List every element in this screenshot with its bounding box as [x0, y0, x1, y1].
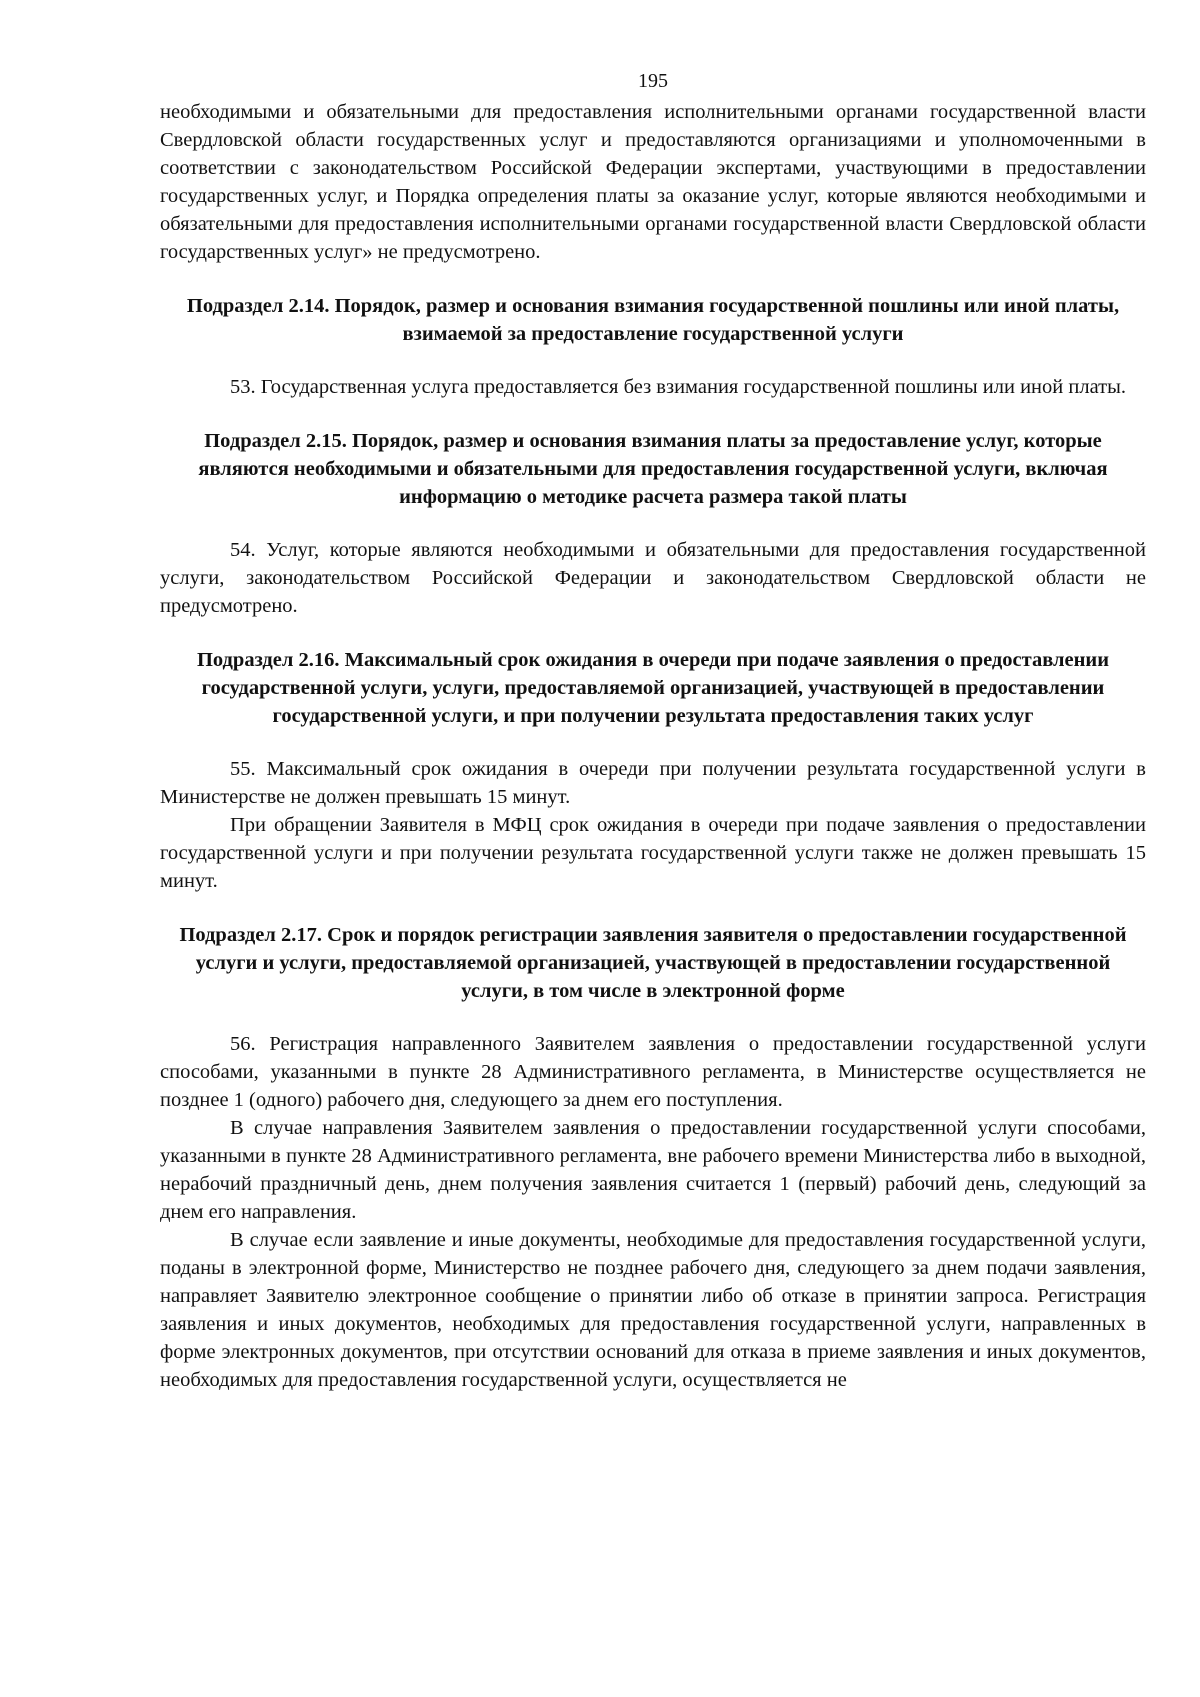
intro-paragraph: необходимыми и обязательными для предоставления исполнительными органами государственной власти Свердловской области государственных услуг и предоставляются организациями и уполномоченными в соответствии с законодательством Российской Федерации экспертами, участвующими в предоставлении государственных услуг, и Порядка определения платы за оказание услуг, которые являются необходимыми и обязательными для предоставления исполнительными органами государственной власти Свердловской области государственных услуг» не предусмотрено. — [160, 101, 1146, 263]
section-heading-2-16: Подраздел 2.16. Максимальный срок ожидания в очереди при подаче заявления о предоставлении государственной услуги, услуги, предоставляемой организацией, участвующей в предоставлении государственной услуги, и при получении результата предоставления таких услуг — [196, 649, 1110, 727]
section-heading-2-17: Подраздел 2.17. Срок и порядок регистрации заявления заявителя о предоставлении государственной услуги и услуги, предоставляемой организацией, участвующей в предоставлении государственной услуги, в том числе в электронной форме — [179, 924, 1127, 1002]
section-heading-2-15: Подраздел 2.15. Порядок, размер и основания взимания платы за предоставление услуг, которые являются необходимыми и обязательными для предоставления государственной услуги, включая информацию о методике расчета размера такой платы — [198, 430, 1108, 508]
paragraph-54: 54. Услуг, которые являются необходимыми и обязательными для предоставления государственной услуги, законодательством Российской Федерации и законодательством Свердловской области не предусмотрено. — [160, 539, 1146, 617]
section-heading-2-14: Подраздел 2.14. Порядок, размер и основания взимания государственной пошлины или иной платы, взимаемой за предоставление государственной услуги — [186, 295, 1120, 345]
page-number: 195 — [638, 70, 668, 92]
paragraph-56-nonworking-time: В случае направления Заявителем заявления о предоставлении государственной услуги способами, указанными в пункте 28 Административного регламента, вне рабочего времени Министерства либо в выходной, нерабочий праздничный день, днем получения заявления считается 1 (первый) рабочий день, следующий за днем его направления. — [160, 1117, 1146, 1223]
paragraph-56-electronic-form: В случае если заявление и иные документы, необходимые для предоставления государственной услуги, поданы в электронной форме, Министерство не позднее рабочего дня, следующего за днем подачи заявления, направляет Заявителю электронное сообщение о принятии либо об отказе в принятии запроса. Регистрация заявления и иных документов, необходимых для предоставления государственной услуги, направленных в форме электронных документов, при отсутствии оснований для отказа в приеме заявления и иных документов, необходимых для предоставления государственной услуги, осуществляется не — [160, 1229, 1146, 1391]
paragraph-55: 55. Максимальный срок ожидания в очереди при получении результата государственной услуги в Министерстве не должен превышать 15 минут. — [160, 758, 1146, 808]
paragraph-55-mfc: При обращении Заявителя в МФЦ срок ожидания в очереди при подаче заявления о предоставлении государственной услуги и при получении результата государственной услуги также не должен превышать 15 минут. — [160, 814, 1146, 892]
paragraph-53: 53. Государственная услуга предоставляется без взимания государственной пошлины или иной платы. — [230, 376, 1126, 398]
paragraph-56: 56. Регистрация направленного Заявителем заявления о предоставлении государственной услуги способами, указанными в пункте 28 Административного регламента, в Министерстве осуществляется не позднее 1 (одного) рабочего дня, следующего за днем его поступления. — [160, 1033, 1146, 1111]
document-page — [160, 68, 1146, 1394]
